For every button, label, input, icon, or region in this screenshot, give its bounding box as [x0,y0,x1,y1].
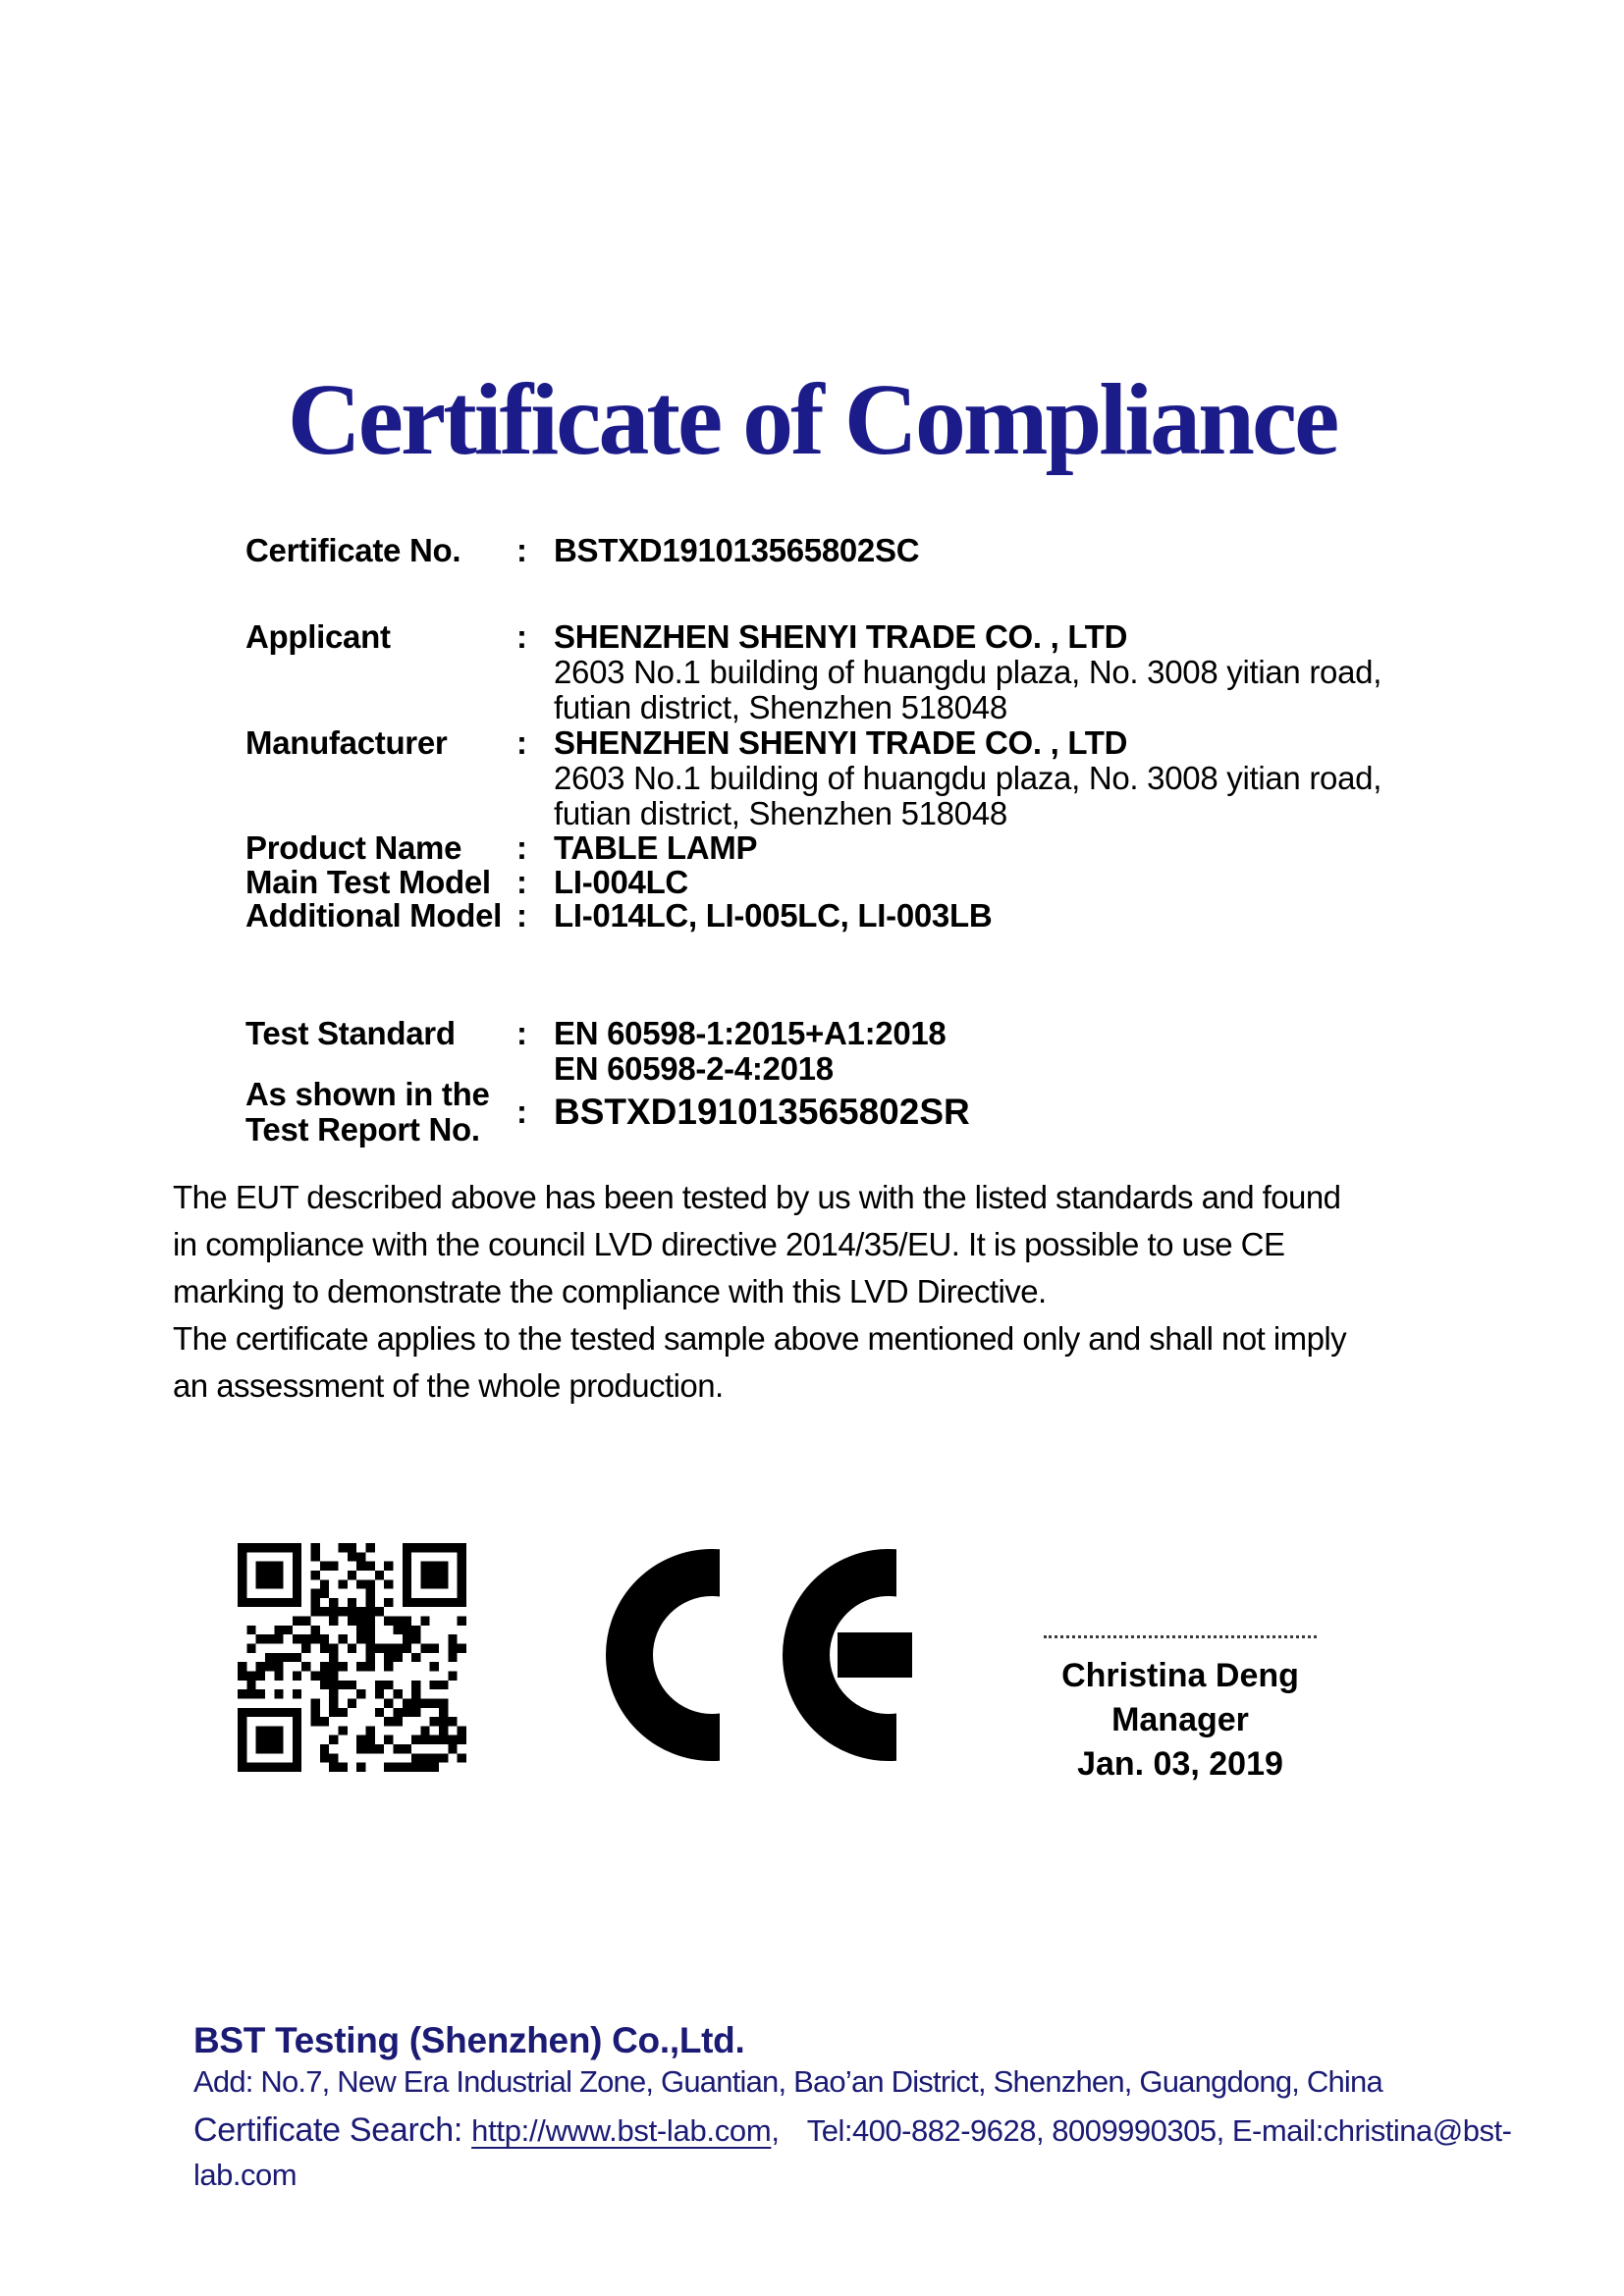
colon-separator: : [516,829,527,866]
colon-separator: : [516,863,527,900]
lab-company-name: BST Testing (Shenzhen) Co.,Ltd. [193,2020,745,2060]
footer [193,2020,1516,2197]
field-test-report-no [245,1077,1516,1148]
certificate-search-label: Certificate Search: [193,2111,462,2149]
field-label: Manufacturer [245,724,448,761]
declaration-text [173,1174,1487,1410]
lab-contacts: Tel:400-882-9628, 8009990305, E-mail:christina@bst-lab.com [193,2113,1512,2192]
field-value-block [554,619,1516,725]
certificate-search-link[interactable]: http://www.bst-lab.com [471,2113,772,2148]
field-value-block [554,725,1516,831]
field-value: BSTXD191013565802SR [554,1091,970,1132]
manufacturer-address-line2: futian district, Shenzhen 518048 [554,795,1007,831]
signatory-name: Christina Deng [1061,1657,1299,1694]
field-main-test-model [245,863,1516,900]
ce-mark-icon [606,1547,916,1768]
field-manufacturer [245,725,1516,831]
field-label: Product Name [245,829,462,866]
report-label-line2: Test Report No. [245,1110,480,1148]
declaration-line: in compliance with the council LVD directive 2014/35/EU. It is possible to use CE [173,1226,1285,1262]
qr-code-icon [238,1543,466,1772]
field-value: BSTXD191013565802SC [554,532,920,568]
colon-separator: : [516,897,527,934]
field-applicant [245,619,1516,725]
field-label [245,1077,516,1148]
field-value: LI-014LC, LI-005LC, LI-003LB [554,897,993,934]
lab-address: Add: No.7, New Era Industrial Zone, Guantian, Bao’an District, Shenzhen, Guangdong, China [193,2064,1382,2099]
manufacturer-name: SHENZHEN SHENYI TRADE CO. , LTD [554,724,1128,761]
field-value: TABLE LAMP [554,829,758,866]
certificate-fields [245,533,1516,1148]
report-label-line1: As shown in the [245,1075,490,1112]
field-label: Additional Model [245,897,503,934]
certificate-title: Certificate of Compliance [287,363,1337,476]
applicant-address-line1: 2603 No.1 building of huangdu plaza, No. 3008 yitian road, [554,654,1382,690]
field-certificate-no [245,533,1516,568]
signature-block [1044,1631,1317,1787]
field-label: Applicant [245,618,391,655]
field-label: Certificate No. [245,532,461,568]
colon-separator: : [516,532,527,568]
field-label: Test Standard [245,1014,456,1051]
test-standard-line1: EN 60598-1:2015+A1:2018 [554,1014,947,1051]
signature-date: Jan. 03, 2019 [1077,1745,1283,1783]
colon-separator: : [516,1093,527,1130]
colon-separator: : [516,618,527,655]
field-product-name [245,831,1516,866]
field-value: LI-004LC [554,863,688,900]
url-suffix: , [771,2113,780,2148]
signature-dotted-line [1044,1635,1317,1638]
colon-separator: : [516,1014,527,1051]
declaration-line: The certificate applies to the tested sample above mentioned only and shall not imply [173,1320,1347,1357]
applicant-address-line2: futian district, Shenzhen 518048 [554,689,1007,725]
field-additional-model [245,899,1516,934]
declaration-line: The EUT described above has been tested by us with the listed standards and found [173,1179,1341,1215]
test-standard-line2: EN 60598-2-4:2018 [554,1049,834,1087]
certificate-search-line [193,2109,1516,2197]
field-value-block [554,1016,1516,1087]
declaration-line: marking to demonstrate the compliance with this LVD Directive. [173,1273,1047,1309]
field-label: Main Test Model [245,863,491,900]
declaration-line: an assessment of the whole production. [173,1367,724,1404]
applicant-name: SHENZHEN SHENYI TRADE CO. , LTD [554,618,1128,655]
colon-separator: : [516,724,527,761]
manufacturer-address-line1: 2603 No.1 building of huangdu plaza, No. 3008 yitian road, [554,760,1382,796]
signatory-role: Manager [1111,1701,1249,1738]
